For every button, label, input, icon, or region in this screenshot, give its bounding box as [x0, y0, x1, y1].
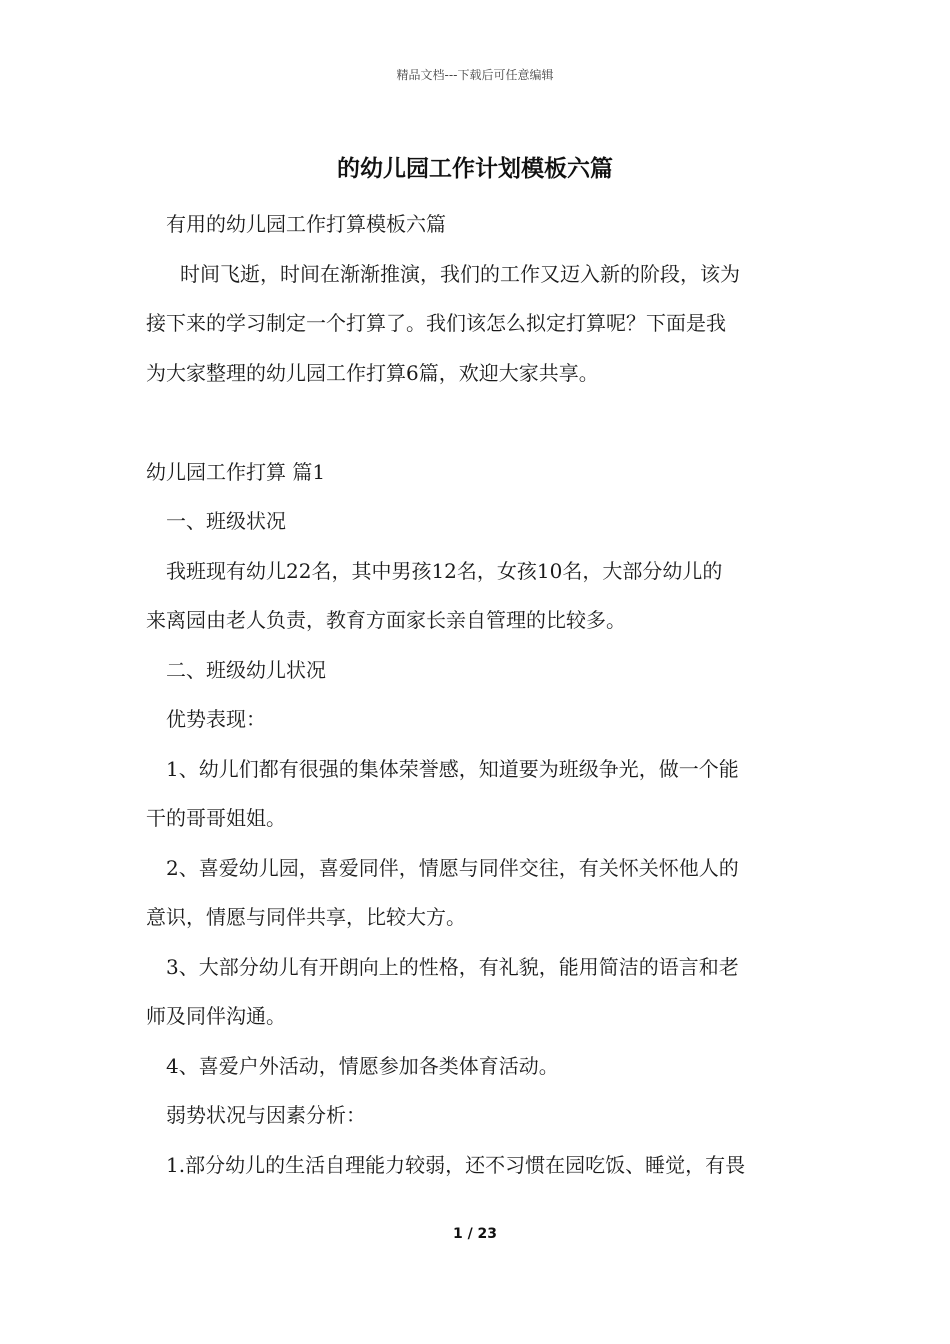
paragraph-line: 来离园由老人负责，教育方面家长亲自管理的比较多。: [146, 608, 626, 632]
heading-weaknesses: 弱势状况与因素分析：: [166, 1103, 366, 1127]
page-number: 1 / 23: [452, 1226, 498, 1242]
list-item-3-cont: 师及同伴沟通。: [146, 1004, 286, 1028]
blank-line: [146, 398, 810, 448]
list-item-2: 2、喜爱幼儿园，喜爱同伴，情愿与同伴交往，有关怀关怀他人的: [166, 855, 739, 880]
list-item-1-cont: 干的哥哥姐姐。: [146, 806, 286, 830]
list-item-3: 3、大部分幼儿有开朗向上的性格，有礼貌，能用简洁的语言和老: [166, 954, 739, 979]
intro-line-3: 为大家整理的幼儿园工作打算6篇，欢迎大家共享。: [146, 360, 599, 385]
heading-class-status: 一、班级状况: [166, 509, 286, 533]
intro-line-1: 时间飞逝，时间在渐渐推演，我们的工作又迈入新的阶段，该为: [180, 261, 740, 286]
document-title: 的幼儿园工作计划模板六篇: [337, 155, 613, 182]
section-title: 幼儿园工作打算 篇1: [146, 459, 326, 484]
list-item-2-cont: 意识，情愿与同伴共享，比较大方。: [146, 905, 466, 929]
heading-children-status: 二、班级幼儿状况: [166, 657, 326, 682]
document-body: [146, 200, 810, 1190]
weakness-item-1: 1.部分幼儿的生活自理能力较弱，还不习惯在园吃饭、睡觉，有畏: [166, 1152, 746, 1177]
page-header: 精品文档---下载后可任意编辑: [396, 68, 554, 82]
heading-advantages: 优势表现：: [166, 707, 266, 731]
list-item-1: 1、幼儿们都有很强的集体荣誉感，知道要为班级争光，做一个能: [166, 756, 739, 781]
list-item-4: 4、喜爱户外活动，情愿参加各类体育活动。: [166, 1053, 559, 1078]
intro-line-2: 接下来的学习制定一个打算了。我们该怎么拟定打算呢？下面是我: [146, 311, 726, 335]
paragraph-line: 我班现有幼儿22名，其中男孩12名，女孩10名，大部分幼儿的: [166, 558, 723, 583]
document-subtitle: 有用的幼儿园工作打算模板六篇: [166, 212, 446, 236]
